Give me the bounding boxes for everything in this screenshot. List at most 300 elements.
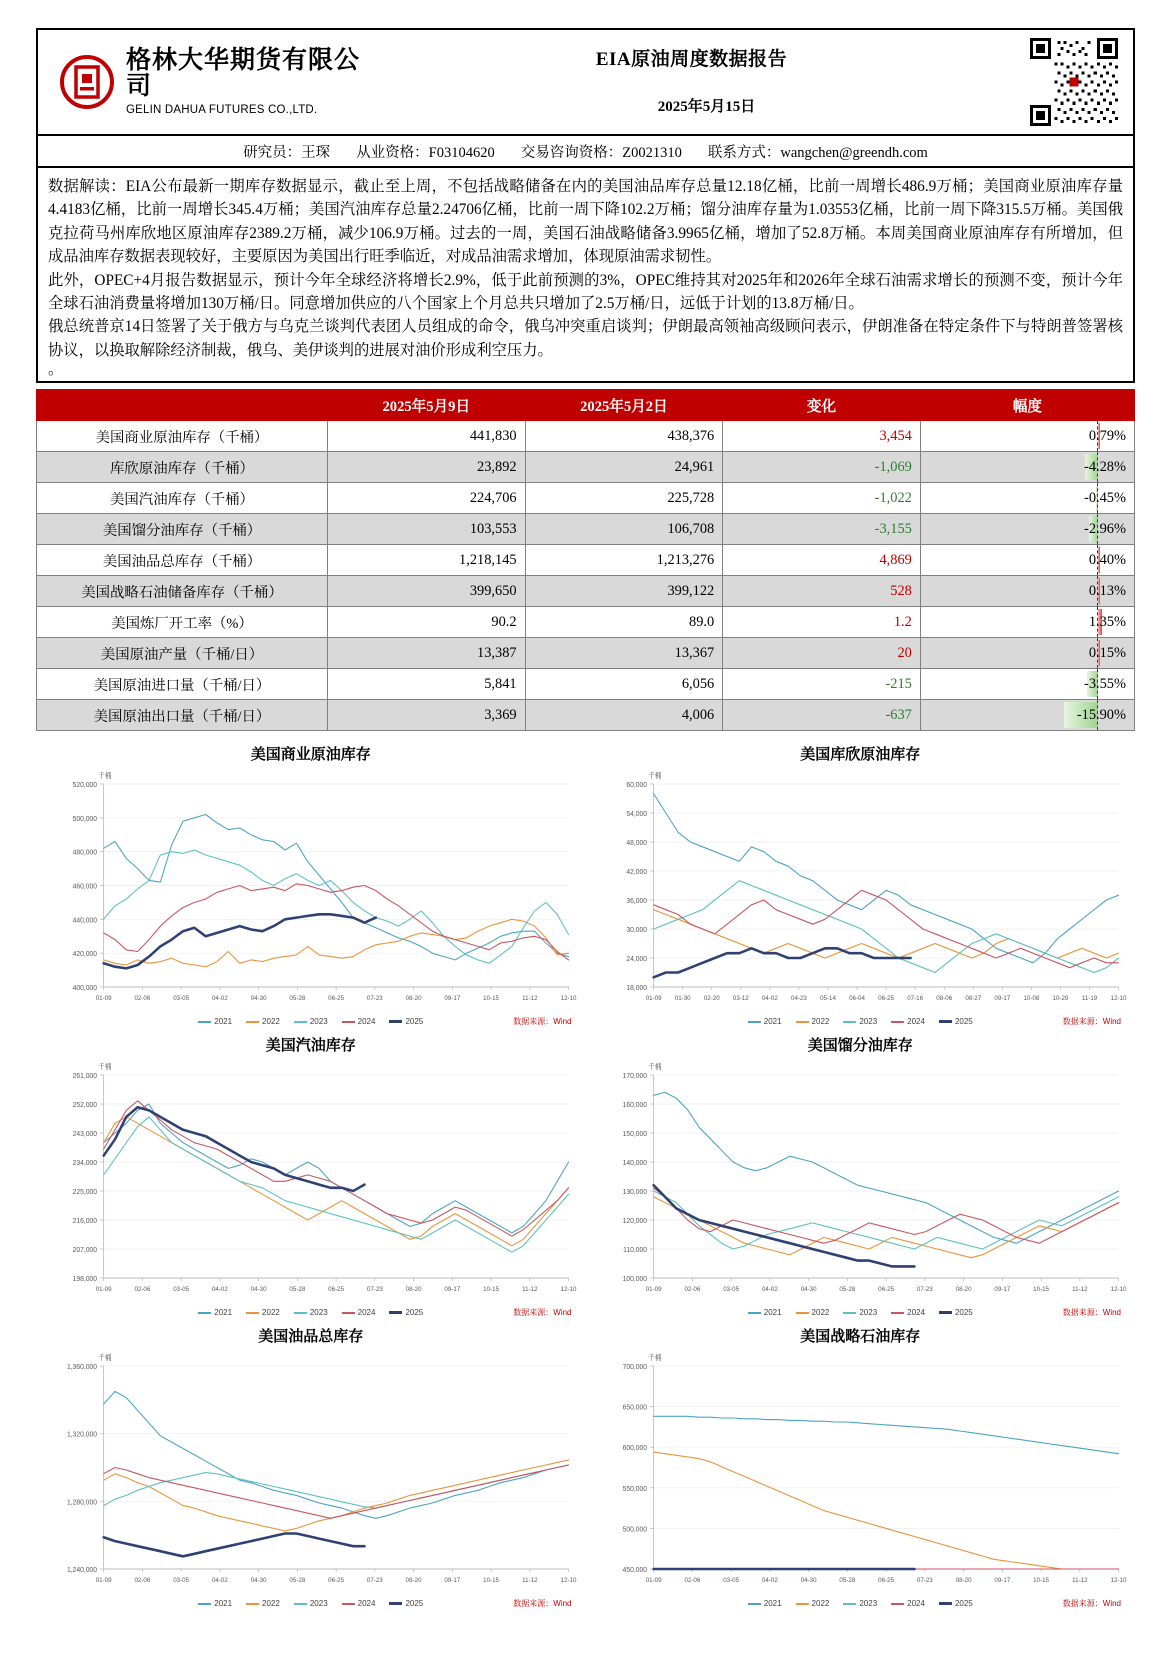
cell-change: -3,155 (723, 514, 921, 545)
svg-text:1,240,000: 1,240,000 (67, 1567, 98, 1575)
svg-text:550,000: 550,000 (622, 1486, 647, 1494)
svg-text:06-25: 06-25 (328, 1286, 345, 1294)
series-line-2025 (653, 1186, 914, 1267)
legend-label: 2024 (357, 1308, 376, 1318)
analysis-paragraph-2: 此外，OPEC+4月报告数据显示，预计今年全球经济将增长2.9%，低于此前预测的3%，OPEC维持其对2025年和2026年全球石油需求增长的预测不变，预计今年全球石油消费量将增加130万桶/日。同意增加供应的八个国家上个月总共只增加了2.5万桶/日，远低于计划的13.8万桶/日。 (48, 271, 1123, 312)
chart-source-note: 数据来源：Wind (513, 1599, 572, 1609)
cell-pct-databar (920, 638, 1134, 669)
svg-text:12-10: 12-10 (1110, 995, 1127, 1003)
company-logo-icon (60, 55, 114, 109)
chart-unit-label: 千桶 (97, 773, 112, 781)
row-label: 美国炼厂开工率（%） (37, 607, 328, 638)
svg-text:05-28: 05-28 (289, 1577, 306, 1585)
cell-current: 103,553 (327, 514, 525, 545)
svg-text:36,000: 36,000 (625, 898, 647, 906)
svg-text:08-20: 08-20 (405, 995, 422, 1003)
svg-text:30,000: 30,000 (625, 927, 647, 935)
svg-text:500,000: 500,000 (622, 1526, 647, 1534)
legend-label: 2023 (309, 1308, 328, 1318)
chart-total-products (36, 1317, 586, 1608)
inventory-data-table (36, 389, 1135, 731)
legend-label: 2023 (309, 1599, 328, 1609)
consulting-label: 交易咨询资格：Z0021310 (520, 144, 682, 161)
svg-text:04-30: 04-30 (250, 1286, 267, 1294)
svg-text:11-12: 11-12 (522, 1577, 538, 1585)
cell-pct-value: -2.96% (1084, 520, 1126, 537)
row-label: 美国商业原油库存（千桶） (37, 421, 328, 452)
series-line-2021 (653, 1093, 1118, 1244)
legend-label: 2024 (907, 1599, 925, 1609)
svg-text:07-16: 07-16 (906, 995, 923, 1003)
svg-text:234,000: 234,000 (72, 1160, 98, 1168)
svg-text:01-09: 01-09 (645, 1577, 662, 1585)
svg-text:110,000: 110,000 (622, 1247, 647, 1255)
svg-text:120,000: 120,000 (622, 1218, 647, 1226)
chart-title: 美国商业原油库存 (250, 747, 371, 764)
cell-previous: 13,367 (525, 638, 723, 669)
chart-plot-area (586, 1348, 1136, 1603)
svg-text:02-06: 02-06 (683, 1577, 700, 1585)
svg-text:04-02: 04-02 (761, 1286, 778, 1294)
cell-pct-databar (920, 514, 1134, 545)
svg-text:12-10: 12-10 (560, 995, 577, 1003)
chart-title: 美国汽油库存 (265, 1038, 356, 1055)
svg-text:06-04: 06-04 (848, 995, 865, 1003)
qualification-label: 从业资格：F03104620 (356, 144, 495, 161)
svg-text:04-30: 04-30 (800, 1577, 817, 1585)
cell-pct-databar (920, 421, 1134, 452)
legend-label: 2024 (357, 1599, 376, 1609)
cell-pct-databar (920, 576, 1134, 607)
cell-change: 1.2 (723, 607, 921, 638)
analysis-trailing-mark: 。 (48, 361, 64, 379)
cell-pct-databar (920, 452, 1134, 483)
svg-text:04-02: 04-02 (211, 995, 228, 1003)
svg-text:225,000: 225,000 (72, 1189, 98, 1197)
svg-text:01-09: 01-09 (95, 1286, 112, 1294)
cell-previous: 6,056 (525, 669, 723, 700)
series-line-2024 (104, 1101, 569, 1236)
series-line-2024 (104, 1465, 569, 1518)
legend-label: 2021 (763, 1308, 782, 1318)
svg-text:10-08: 10-08 (1022, 995, 1039, 1003)
legend-label: 2022 (262, 1017, 280, 1027)
svg-text:100,000: 100,000 (622, 1276, 647, 1284)
svg-text:140,000: 140,000 (622, 1160, 647, 1168)
chart-source-note: 数据来源：Wind (513, 1308, 572, 1318)
svg-text:06-25: 06-25 (328, 995, 345, 1003)
svg-text:04-30: 04-30 (800, 1286, 817, 1294)
report-header (36, 28, 1135, 136)
svg-text:01-09: 01-09 (645, 1286, 662, 1294)
series-line-2022 (104, 920, 569, 967)
svg-text:1,360,000: 1,360,000 (67, 1364, 98, 1372)
svg-text:12-10: 12-10 (560, 1286, 577, 1294)
svg-text:24,000: 24,000 (625, 956, 647, 964)
svg-text:420,000: 420,000 (72, 951, 98, 959)
svg-text:08-06: 08-06 (935, 995, 952, 1003)
table-row (37, 545, 1135, 576)
col-header-current: 2025年5月9日 (327, 390, 525, 421)
cell-change: 3,454 (723, 421, 921, 452)
svg-text:08-20: 08-20 (405, 1577, 422, 1585)
svg-text:10-29: 10-29 (1052, 995, 1068, 1003)
svg-text:02-06: 02-06 (683, 1286, 700, 1294)
cell-change: -1,022 (723, 483, 921, 514)
cell-current: 5,841 (327, 669, 525, 700)
svg-text:03-05: 03-05 (722, 1577, 739, 1585)
svg-text:02-06: 02-06 (134, 995, 151, 1003)
legend-label: 2021 (214, 1017, 233, 1027)
svg-text:01-09: 01-09 (95, 995, 112, 1003)
svg-text:06-25: 06-25 (877, 995, 894, 1003)
row-label: 美国油品总库存（千桶） (37, 545, 328, 576)
table-row (37, 483, 1135, 514)
svg-text:130,000: 130,000 (622, 1189, 647, 1197)
series-line-2021 (104, 1392, 569, 1519)
legend-label: 2023 (859, 1308, 878, 1318)
svg-text:09-17: 09-17 (444, 1577, 461, 1585)
chart-plot-area (36, 766, 586, 1021)
legend-label: 2021 (214, 1599, 233, 1609)
svg-text:42,000: 42,000 (625, 869, 647, 877)
cell-pct-databar (920, 545, 1134, 576)
svg-text:460,000: 460,000 (72, 883, 98, 891)
series-line-2025 (104, 1534, 365, 1557)
cell-pct-value: 0.79% (1088, 427, 1126, 444)
svg-text:207,000: 207,000 (72, 1247, 98, 1255)
series-line-2022 (653, 910, 1118, 958)
company-name-en: GELIN DAHUA FUTURES CO.,LTD. (126, 104, 318, 117)
svg-text:03-05: 03-05 (173, 1286, 190, 1294)
svg-text:12-10: 12-10 (560, 1577, 577, 1585)
chart-unit-label: 千桶 (97, 1064, 112, 1072)
qr-code-icon (1030, 38, 1118, 126)
chart-unit-label: 千桶 (647, 1355, 661, 1363)
svg-text:11-12: 11-12 (1071, 1577, 1088, 1585)
legend-label: 2022 (811, 1017, 830, 1027)
cell-pct-databar (920, 607, 1134, 638)
charts-grid (36, 735, 1135, 1608)
company-name-cn: 格林大华期货有限公司 (126, 46, 361, 100)
series-line-2023 (104, 850, 569, 963)
svg-text:07-23: 07-23 (916, 1286, 933, 1294)
table-row (37, 514, 1135, 545)
svg-text:10-15: 10-15 (1032, 1286, 1049, 1294)
svg-text:08-20: 08-20 (955, 1577, 972, 1585)
svg-text:05-28: 05-28 (289, 1286, 306, 1294)
cell-previous: 1,213,276 (525, 545, 723, 576)
svg-text:11-12: 11-12 (522, 1286, 538, 1294)
cell-previous: 438,376 (525, 421, 723, 452)
analysis-paragraph-3: 俄总统普京14日签署了关于俄方与乌克兰谈判代表团人员组成的命令，俄乌冲突重启谈判；伊朗最高领袖高级顾问表示，伊朗准备在特定条件下与特朗普签署核协议，以换取解除经济制裁，俄乌、美伊谈判的进展对油价形成利空压力。 (48, 318, 1123, 359)
row-label: 美国馏分油库存（千桶） (37, 514, 328, 545)
cell-current: 13,387 (327, 638, 525, 669)
legend-label: 2025 (954, 1599, 973, 1609)
col-header-previous: 2025年5月2日 (525, 390, 723, 421)
svg-text:261,000: 261,000 (72, 1073, 98, 1081)
svg-text:243,000: 243,000 (72, 1131, 98, 1139)
svg-text:60,000: 60,000 (625, 782, 647, 790)
table-row (37, 638, 1135, 669)
cell-pct-value: -15.90% (1076, 706, 1126, 723)
svg-text:10-15: 10-15 (483, 1577, 500, 1585)
chart-plot-area (36, 1057, 586, 1312)
legend-label: 2021 (763, 1599, 782, 1609)
legend-label: 2022 (262, 1308, 280, 1318)
svg-text:198,000: 198,000 (72, 1276, 98, 1284)
cell-pct-databar (920, 483, 1134, 514)
legend-label: 2024 (357, 1017, 376, 1027)
cell-pct-value: 0.15% (1088, 644, 1126, 661)
table-body (37, 421, 1135, 731)
svg-text:520,000: 520,000 (72, 782, 98, 790)
cell-change: 528 (723, 576, 921, 607)
svg-text:450,000: 450,000 (622, 1567, 647, 1575)
svg-text:09-17: 09-17 (993, 995, 1010, 1003)
analysis-text-block (36, 168, 1135, 383)
svg-text:05-14: 05-14 (819, 995, 836, 1003)
legend-label: 2023 (859, 1599, 878, 1609)
chart-row (36, 1026, 1135, 1317)
svg-text:04-02: 04-02 (211, 1577, 228, 1585)
cell-current: 23,892 (327, 452, 525, 483)
cell-previous: 399,122 (525, 576, 723, 607)
svg-text:1,280,000: 1,280,000 (67, 1499, 98, 1507)
svg-text:07-23: 07-23 (366, 1286, 383, 1294)
chart-gasoline (36, 1026, 586, 1317)
svg-text:02-06: 02-06 (134, 1577, 151, 1585)
page-title: EIA原油周度数据报告 (595, 49, 788, 70)
row-label: 美国原油出口量（千桶/日） (37, 700, 328, 731)
svg-text:10-15: 10-15 (1032, 1577, 1049, 1585)
svg-text:06-25: 06-25 (877, 1286, 894, 1294)
report-meta-bar (36, 136, 1135, 168)
series-line-2025 (104, 915, 376, 969)
cell-change: 4,869 (723, 545, 921, 576)
chart-title: 美国馏分油库存 (807, 1038, 913, 1055)
svg-text:07-23: 07-23 (366, 995, 383, 1003)
svg-text:09-17: 09-17 (444, 995, 461, 1003)
col-header-blank (37, 390, 328, 421)
legend-label: 2025 (954, 1308, 973, 1318)
legend-label: 2024 (907, 1308, 925, 1318)
cell-pct-value: -0.45% (1084, 489, 1126, 506)
legend-label: 2025 (405, 1017, 424, 1027)
table-row (37, 607, 1135, 638)
legend-label: 2021 (763, 1017, 782, 1027)
svg-text:150,000: 150,000 (622, 1131, 647, 1139)
svg-text:54,000: 54,000 (625, 811, 647, 819)
chart-distillate (586, 1026, 1136, 1317)
svg-text:04-02: 04-02 (761, 1577, 778, 1585)
cell-current: 441,830 (327, 421, 525, 452)
svg-text:700,000: 700,000 (622, 1364, 647, 1372)
row-label: 美国原油产量（千桶/日） (37, 638, 328, 669)
legend-label: 2022 (262, 1599, 280, 1609)
svg-text:400,000: 400,000 (72, 985, 98, 993)
svg-text:160,000: 160,000 (622, 1102, 647, 1110)
col-header-pct: 幅度 (920, 390, 1134, 421)
svg-text:06-25: 06-25 (328, 1577, 345, 1585)
svg-text:48,000: 48,000 (625, 840, 647, 848)
chart-source-note: 数据来源：Wind (513, 1017, 572, 1027)
cell-previous: 4,006 (525, 700, 723, 731)
cell-current: 399,650 (327, 576, 525, 607)
chart-row (36, 735, 1135, 1026)
series-line-2025 (653, 949, 910, 978)
svg-text:05-28: 05-28 (838, 1286, 855, 1294)
table-row (37, 669, 1135, 700)
series-line-2022 (104, 1460, 569, 1531)
cell-change: -1,069 (723, 452, 921, 483)
svg-text:04-30: 04-30 (250, 995, 267, 1003)
svg-text:1,320,000: 1,320,000 (67, 1431, 98, 1440)
legend-label: 2025 (954, 1017, 973, 1027)
legend-label: 2025 (405, 1599, 424, 1609)
svg-text:08-20: 08-20 (955, 1286, 972, 1294)
svg-text:01-30: 01-30 (674, 995, 691, 1003)
table-row (37, 700, 1135, 731)
cell-current: 3,369 (327, 700, 525, 731)
cell-pct-value: 0.13% (1088, 582, 1126, 599)
cell-pct-value: 1.35% (1088, 613, 1126, 630)
row-label: 美国战略石油储备库存（千桶） (37, 576, 328, 607)
legend-label: 2025 (405, 1308, 424, 1318)
svg-text:05-28: 05-28 (838, 1577, 855, 1585)
chart-row (36, 1317, 1135, 1608)
svg-text:04-23: 04-23 (790, 995, 807, 1003)
legend-label: 2022 (811, 1599, 830, 1609)
cell-previous: 89.0 (525, 607, 723, 638)
svg-text:12-10: 12-10 (1110, 1286, 1127, 1294)
cell-current: 1,218,145 (327, 545, 525, 576)
svg-text:440,000: 440,000 (72, 917, 98, 925)
svg-text:11-12: 11-12 (1071, 1286, 1088, 1294)
contact-label: 联系方式：wangchen@greendh.com (707, 144, 928, 161)
table-header-row (37, 390, 1135, 421)
cell-pct-value: -4.28% (1084, 458, 1126, 475)
chart-plot-area (586, 1057, 1136, 1312)
svg-text:07-23: 07-23 (366, 1577, 383, 1585)
cell-pct-value: -3.55% (1084, 675, 1126, 692)
legend-label: 2022 (811, 1308, 830, 1318)
legend-label: 2023 (859, 1017, 878, 1027)
cell-previous: 24,961 (525, 452, 723, 483)
qr-code-cell (1015, 30, 1133, 134)
svg-text:170,000: 170,000 (622, 1073, 647, 1081)
svg-text:01-09: 01-09 (645, 995, 662, 1003)
svg-text:04-02: 04-02 (211, 1286, 228, 1294)
cell-pct-databar (920, 700, 1134, 731)
svg-text:03-05: 03-05 (173, 995, 190, 1003)
chart-unit-label: 千桶 (97, 1355, 112, 1363)
col-header-change: 变化 (723, 390, 921, 421)
svg-text:02-06: 02-06 (134, 1286, 151, 1294)
svg-text:18,000: 18,000 (625, 985, 647, 993)
cell-current: 224,706 (327, 483, 525, 514)
series-line-2022 (653, 1453, 1118, 1570)
cell-change: -637 (723, 700, 921, 731)
svg-text:03-05: 03-05 (173, 1577, 190, 1585)
chart-unit-label: 千桶 (647, 1064, 661, 1072)
series-line-2024 (653, 1189, 1118, 1244)
svg-text:600,000: 600,000 (622, 1445, 647, 1453)
svg-text:252,000: 252,000 (72, 1102, 98, 1110)
chart-cushing-crude (586, 735, 1136, 1026)
legend-label: 2024 (907, 1017, 925, 1027)
svg-text:11-19: 11-19 (1081, 995, 1097, 1003)
legend-label: 2021 (214, 1308, 233, 1318)
chart-plot-area (36, 1348, 586, 1603)
chart-unit-label: 千桶 (647, 773, 661, 781)
cell-previous: 225,728 (525, 483, 723, 514)
svg-text:01-09: 01-09 (95, 1577, 112, 1585)
row-label: 库欣原油库存（千桶） (37, 452, 328, 483)
svg-text:06-25: 06-25 (877, 1577, 894, 1585)
svg-text:04-30: 04-30 (250, 1577, 267, 1585)
chart-spr (586, 1317, 1136, 1608)
cell-current: 90.2 (327, 607, 525, 638)
chart-title: 美国油品总库存 (258, 1329, 364, 1346)
svg-text:500,000: 500,000 (72, 816, 98, 824)
chart-title: 美国库欣原油库存 (800, 747, 921, 764)
svg-text:650,000: 650,000 (622, 1404, 647, 1413)
cell-pct-databar (920, 669, 1134, 700)
svg-text:480,000: 480,000 (72, 849, 98, 858)
chart-source-note: 数据来源：Wind (1062, 1017, 1121, 1027)
svg-text:07-23: 07-23 (916, 1577, 933, 1585)
company-branding (38, 30, 368, 134)
chart-commercial-crude (36, 735, 586, 1026)
cell-previous: 106,708 (525, 514, 723, 545)
table-row (37, 421, 1135, 452)
legend-label: 2023 (309, 1017, 328, 1027)
series-line-2022 (104, 1117, 569, 1246)
chart-title: 美国战略石油库存 (800, 1329, 921, 1346)
row-label: 美国原油进口量（千桶/日） (37, 669, 328, 700)
chart-source-note: 数据来源：Wind (1062, 1308, 1121, 1318)
report-title-block (368, 30, 1015, 134)
svg-text:12-10: 12-10 (1110, 1577, 1127, 1585)
svg-text:09-17: 09-17 (993, 1577, 1010, 1585)
chart-source-note: 数据来源：Wind (1062, 1599, 1121, 1609)
table-row (37, 576, 1135, 607)
svg-text:08-20: 08-20 (405, 1286, 422, 1294)
report-date: 2025年5月15日 (657, 99, 756, 115)
analysis-paragraph-1: 数据解读：EIA公布最新一期库存数据显示，截止至上周，不包括战略储备在内的美国油品库存总量12.18亿桶，比前一周增长486.9万桶；美国商业原油库存量4.4183亿桶，比前一周增长345.4万桶；美国汽油库存总量2.24706亿桶，比前一周下降102.2万桶；馏分油库存量为1.03553亿桶，比前一周下降315.5万桶。美国俄克拉荷马州库欣地区原油库存2389.2万桶，减少106.9万桶。过去的一周，美国石油战略储备3.9965亿桶，增加了52.8万桶。本周美国商业原油库存有所增加，但成品油库存数据表现较好，主要原因为美国出行旺季临近，对成品油需求增加，体现原油需求韧性。 (48, 178, 1123, 266)
svg-text:09-17: 09-17 (993, 1286, 1010, 1294)
row-label: 美国汽油库存（千桶） (37, 483, 328, 514)
researcher-label: 研究员：王琛 (243, 144, 331, 161)
svg-text:10-15: 10-15 (483, 1286, 500, 1294)
svg-text:09-17: 09-17 (444, 1286, 461, 1294)
svg-text:02-20: 02-20 (703, 995, 720, 1003)
svg-text:216,000: 216,000 (72, 1218, 98, 1226)
table-row (37, 452, 1135, 483)
chart-plot-area (586, 766, 1136, 1021)
svg-text:05-28: 05-28 (289, 995, 306, 1003)
svg-text:11-12: 11-12 (522, 995, 538, 1003)
svg-text:03-05: 03-05 (722, 1286, 739, 1294)
svg-text:08-27: 08-27 (964, 995, 981, 1003)
cell-change: -215 (723, 669, 921, 700)
svg-text:03-12: 03-12 (732, 995, 749, 1003)
series-line-2021 (653, 1417, 1118, 1454)
cell-change: 20 (723, 638, 921, 669)
svg-text:04-02: 04-02 (761, 995, 778, 1003)
svg-text:10-15: 10-15 (483, 995, 500, 1003)
